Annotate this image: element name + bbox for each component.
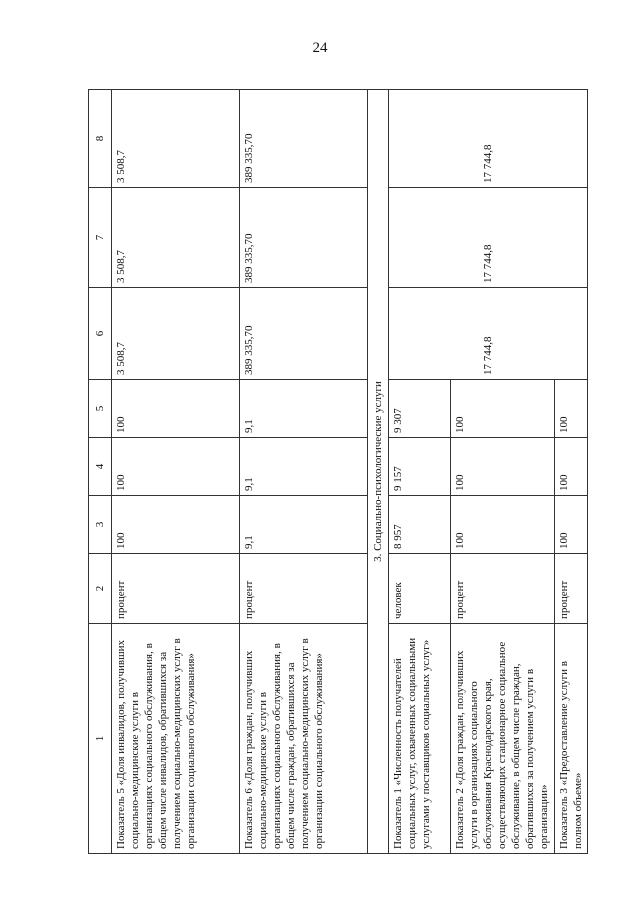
finance-cell: 17 744,8: [389, 288, 588, 380]
finance-cell: 17 744,8: [389, 188, 588, 288]
table-row: [240, 90, 368, 854]
section-title: 3. Социально-психологические услуги: [368, 90, 389, 854]
value-cell: 9,1: [240, 438, 368, 496]
value-cell: 9 157: [389, 438, 451, 496]
value-cell: 100: [555, 438, 588, 496]
finance-cell: 389 335,70: [240, 90, 368, 188]
table-row: [389, 90, 451, 854]
value-cell: 100: [112, 496, 240, 554]
header-row: [89, 90, 112, 854]
header-cell: 8: [89, 90, 112, 188]
finance-cell: 389 335,70: [240, 288, 368, 380]
indicator-name: Показатель 6 «Доля граждан, получивших социально-медицинские услуги в организациях социального обслуживания, в общем числе граждан, обратившихся за получением социально-медицинских услуг в организации социального обслуживания»: [240, 624, 368, 854]
value-cell: 100: [451, 496, 555, 554]
value-cell: 100: [451, 380, 555, 438]
indicators-table: [88, 89, 588, 854]
value-cell: 100: [451, 438, 555, 496]
finance-cell: 3 508,7: [112, 188, 240, 288]
indicator-name: Показатель 2 «Доля граждан, получивших услуги в организациях социального обслуживания Краснодарского края, осуществляющих стационарное социальное обслуживание, в общем числе граждан, обратившихся за получением услуги в организации»: [451, 624, 555, 854]
value-cell: 100: [555, 380, 588, 438]
unit-cell: процент: [112, 554, 240, 624]
header-cell: 3: [89, 496, 112, 554]
indicator-name: Показатель 1 «Численность получателей социальных услуг, охваченных социальными услугами у поставщиков социальных услуг»: [389, 624, 451, 854]
unit-cell: процент: [240, 554, 368, 624]
header-cell: 4: [89, 438, 112, 496]
value-cell: 100: [112, 380, 240, 438]
value-cell: 9,1: [240, 496, 368, 554]
finance-cell: 3 508,7: [112, 288, 240, 380]
header-cell: 1: [89, 624, 112, 854]
indicator-name: Показатель 3 «Предоставление услуги в полном объеме»: [555, 624, 588, 854]
finance-cell: 3 508,7: [112, 90, 240, 188]
rotated-sheet: [88, 90, 585, 854]
table-row: [112, 90, 240, 854]
header-cell: 5: [89, 380, 112, 438]
value-cell: 9 307: [389, 380, 451, 438]
unit-cell: человек: [389, 554, 451, 624]
value-cell: 100: [112, 438, 240, 496]
table-container: [88, 90, 585, 854]
value-cell: 8 957: [389, 496, 451, 554]
header-cell: 2: [89, 554, 112, 624]
indicator-name: Показатель 5 «Доля инвалидов, получивших социально-медицинские услуги в организациях социального обслуживания, в общем числе инвалидов, обратившихся за получением социально-медицинских услуг в организации социального обслуживания»: [112, 624, 240, 854]
page-number: 24: [312, 40, 328, 56]
section-row: [368, 90, 389, 854]
value-cell: 100: [555, 496, 588, 554]
finance-cell: 389 335,70: [240, 188, 368, 288]
header-cell: 6: [89, 288, 112, 380]
value-cell: 9,1: [240, 380, 368, 438]
finance-cell: 17 744,8: [389, 90, 588, 188]
unit-cell: процент: [555, 554, 588, 624]
header-cell: 7: [89, 188, 112, 288]
unit-cell: процент: [451, 554, 555, 624]
